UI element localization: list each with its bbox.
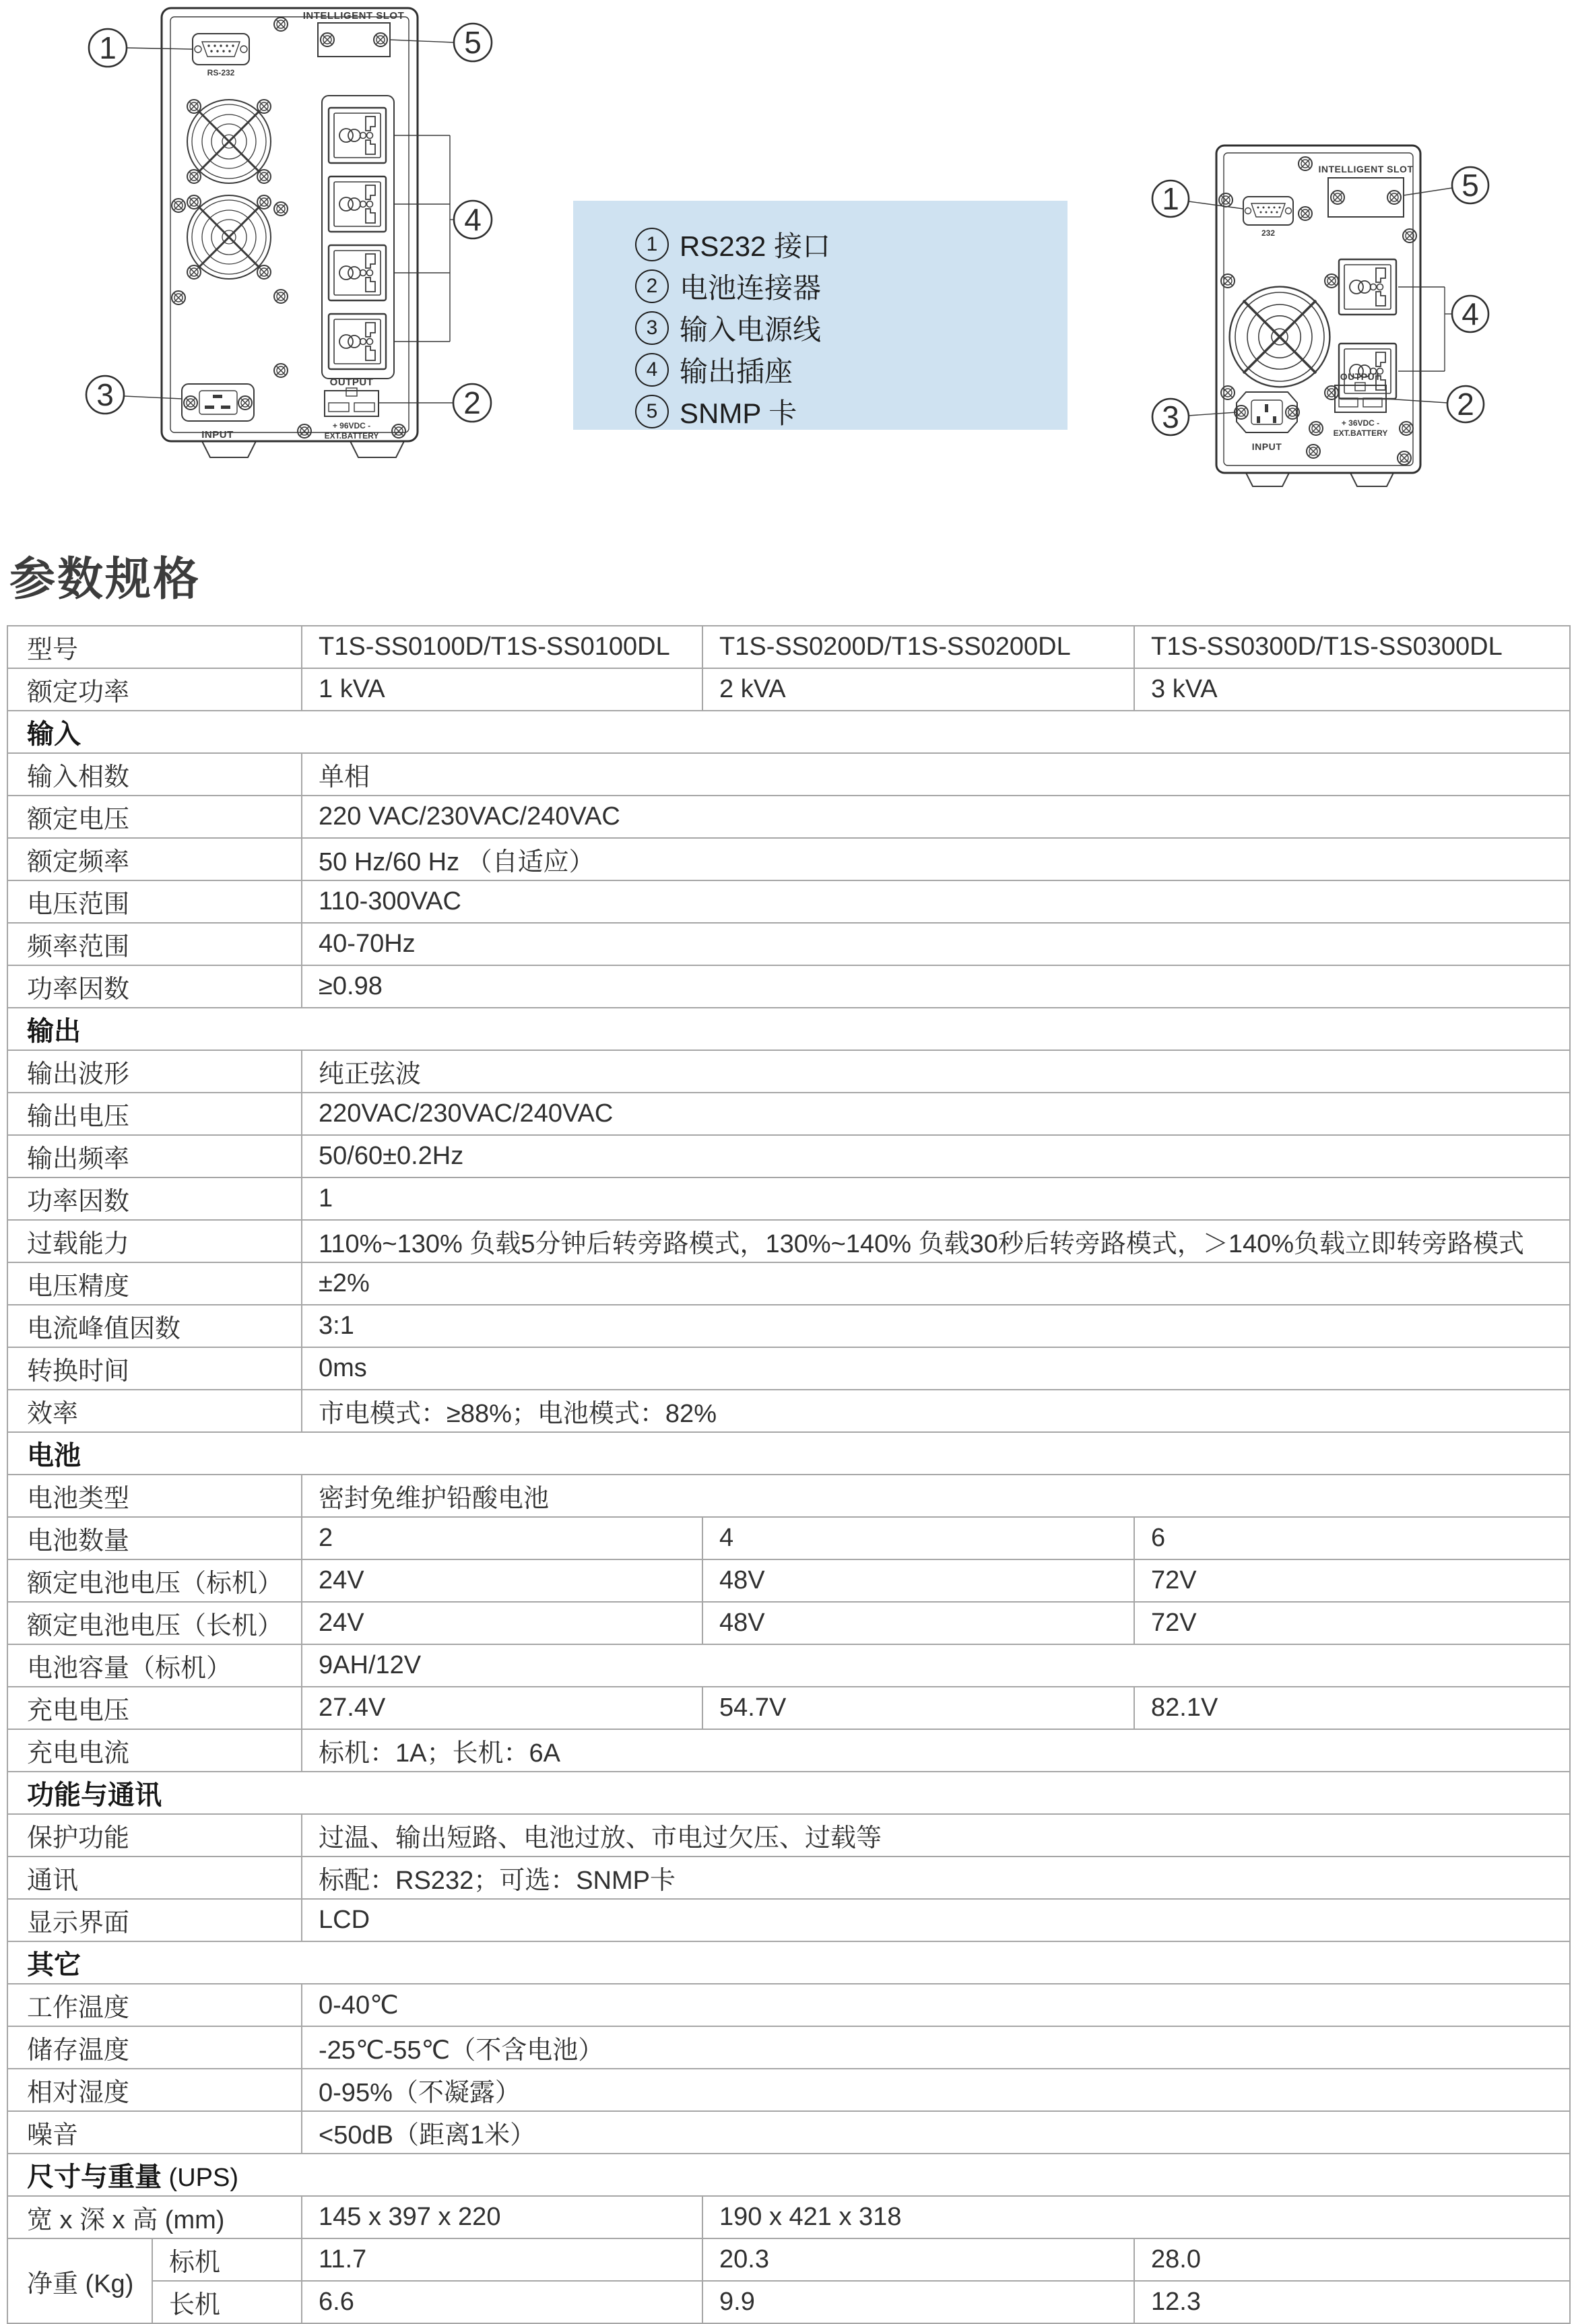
input-label: INPUT [201, 429, 234, 441]
table-row [7, 2281, 1570, 2323]
svg-text:3: 3 [96, 377, 114, 412]
table-cell-span: 标机：1A；长机：6A [302, 1729, 1570, 1772]
table-cell: 12.3 [1134, 2281, 1570, 2323]
table-row [7, 1347, 1570, 1390]
page-title: 参数规格 [9, 553, 201, 605]
panel-body [162, 8, 418, 441]
table-row [7, 965, 1570, 1008]
rs232-label: RS-232 [207, 68, 235, 77]
table-cell-span: 1 [302, 1177, 1570, 1220]
table-row [7, 1220, 1570, 1262]
circled-number-icon: 2 [635, 269, 669, 303]
section-label: 其它 [27, 1950, 81, 1980]
table-cell: 6.6 [302, 2281, 702, 2323]
table-cell-span: 密封免维护铅酸电池 [302, 1475, 1570, 1517]
spec-table [7, 625, 1571, 2324]
table-row [7, 1135, 1570, 1177]
row-label: 工作温度 [7, 1984, 302, 2026]
table-cell-span: 110-300VAC [302, 880, 1570, 923]
row-label: 显示界面 [7, 1899, 302, 1941]
table-cell: 6 [1134, 1517, 1570, 1559]
table-row [7, 753, 1570, 796]
rear-panel-diagram-small [1145, 135, 1576, 502]
table-cell-span: 50 Hz/60 Hz （自适应） [302, 838, 1570, 880]
section-label: 输出 [27, 1016, 81, 1046]
callout-4 [454, 201, 492, 238]
table-cell: T1S-SS0200D/T1S-SS0200DL [702, 626, 1134, 668]
table-cell-span: ≥0.98 [302, 965, 1570, 1008]
section-cell [7, 1008, 1570, 1050]
table-cell: 82.1V [1134, 1687, 1570, 1729]
table-row [7, 1390, 1570, 1432]
section-label: 电池 [27, 1441, 81, 1471]
row-label: 转换时间 [7, 1347, 302, 1390]
table-cell: 72V [1134, 1559, 1570, 1602]
table-cell: T1S-SS0300D/T1S-SS0300DL [1134, 626, 1570, 668]
table-cell-span: 3:1 [302, 1305, 1570, 1347]
table-cell-span: 市电模式：≥88%；电池模式：82% [302, 1390, 1570, 1432]
row-label: 过载能力 [7, 1220, 302, 1262]
svg-text:2: 2 [463, 385, 481, 420]
circled-number-icon: 3 [635, 311, 669, 345]
table-row [7, 1093, 1570, 1135]
section-label: 输入 [27, 719, 81, 749]
table-row [7, 1177, 1570, 1220]
table-cell: 54.7V [702, 1687, 1134, 1729]
table-cell-span: ±2% [302, 1262, 1570, 1305]
row-label: 保护功能 [7, 1814, 302, 1857]
table-row [7, 2111, 1570, 2154]
table-cell: 2 [302, 1517, 702, 1559]
legend-text: 电池连接器 [680, 272, 822, 304]
legend-list [573, 201, 1068, 432]
table-row [7, 1687, 1570, 1729]
section-cell [7, 1772, 1570, 1814]
table-row [7, 668, 1570, 711]
row-label: 电流峰值因数 [7, 1305, 302, 1347]
svg-text:4: 4 [1462, 296, 1479, 331]
row-label: 额定电池电压（标机） [7, 1559, 302, 1602]
foot-left [1246, 473, 1289, 486]
ext-battery-label: EXT.BATTERY [1333, 428, 1388, 438]
row-sub-label: 标机 [152, 2238, 302, 2281]
table-cell-span: 50/60±0.2Hz [302, 1135, 1570, 1177]
table-cell: 20.3 [702, 2238, 1134, 2281]
row-label: 功率因数 [7, 965, 302, 1008]
table-cell-span: 40-70Hz [302, 923, 1570, 965]
foot-right [350, 441, 404, 457]
table-cell: 1 kVA [302, 668, 702, 711]
table-row [7, 1475, 1570, 1517]
svg-text:4: 4 [464, 202, 482, 237]
table-cell: 24V [302, 1602, 702, 1644]
table-row [7, 1857, 1570, 1899]
row-label: 额定电池电压（长机） [7, 1602, 302, 1644]
table-row [7, 1814, 1570, 1857]
legend-item [635, 224, 1068, 265]
table-row [7, 1262, 1570, 1305]
table-cell: 48V [702, 1602, 1134, 1644]
table-row [7, 1729, 1570, 1772]
table-cell: 4 [702, 1517, 1134, 1559]
table-row [7, 838, 1570, 880]
table-cell-span: 9AH/12V [302, 1644, 1570, 1687]
row-label: 充电电流 [7, 1729, 302, 1772]
row-label: 电池类型 [7, 1475, 302, 1517]
table-row [7, 2026, 1570, 2069]
table-row [7, 1899, 1570, 1941]
row-label: 充电电压 [7, 1687, 302, 1729]
output-label: OUTPUT [1340, 371, 1381, 382]
svg-text:3: 3 [1162, 399, 1179, 434]
table-row [7, 1050, 1570, 1093]
table-cell-span: <50dB（距离1米） [302, 2111, 1570, 2154]
circled-number-icon: 1 [635, 228, 669, 261]
svg-text:5: 5 [1462, 168, 1479, 203]
table-cell-span: LCD [302, 1899, 1570, 1941]
table-cell-wide: 190 x 421 x 318 [702, 2196, 1570, 2238]
table-cell: 3 kVA [1134, 668, 1570, 711]
table-row [7, 1559, 1570, 1602]
row-label: 电池数量 [7, 1517, 302, 1559]
section-cell [7, 1941, 1570, 1984]
table-row [7, 923, 1570, 965]
section-label: 功能与通讯 [27, 1780, 162, 1810]
table-cell-span: 0-95%（不凝露） [302, 2069, 1570, 2111]
row-label: 功率因数 [7, 1177, 302, 1220]
row-label: 输出频率 [7, 1135, 302, 1177]
intelligent-slot-label: INTELLIGENT SLOT [302, 10, 405, 22]
table-cell: 72V [1134, 1602, 1570, 1644]
table-cell: 145 x 397 x 220 [302, 2196, 702, 2238]
legend-item [635, 349, 1068, 391]
table-row [7, 1517, 1570, 1559]
circled-number-icon: 5 [635, 395, 669, 428]
table-cell-span: 过温、输出短路、电池过放、市电过欠压、过载等 [302, 1814, 1570, 1857]
row-label: 输出波形 [7, 1050, 302, 1093]
legend-item [635, 265, 1068, 307]
battery-voltage-label: + 96VDC - [332, 421, 371, 430]
section-row [7, 2154, 1570, 2196]
row-label: 额定功率 [7, 668, 302, 711]
foot-right [1350, 473, 1393, 486]
legend-text: SNMP 卡 [680, 397, 797, 429]
legend-text: RS232 接口 [680, 230, 831, 262]
table-row [7, 1644, 1570, 1687]
table-cell: 48V [702, 1559, 1134, 1602]
row-label: 噪音 [7, 2111, 302, 2154]
svg-text:2: 2 [1457, 387, 1474, 422]
input-label: INPUT [1251, 441, 1282, 452]
table-row [7, 1984, 1570, 2026]
table-cell-span: 220 VAC/230VAC/240VAC [302, 796, 1570, 838]
table-cell-span: 110%~130% 负载5分钟后转旁路模式，130%~140% 负载30秒后转旁路模式，＞140%负载立即转旁路模式 [302, 1220, 1570, 1262]
row-label: 效率 [7, 1390, 302, 1432]
callout-4 [1452, 296, 1488, 332]
legend-text: 输入电源线 [680, 314, 822, 346]
section-label: 尺寸与重量 [27, 2162, 162, 2192]
battery-voltage-label: + 36VDC - [1341, 418, 1380, 428]
table-row [7, 2196, 1570, 2238]
table-row [7, 1305, 1570, 1347]
row-label: 频率范围 [7, 923, 302, 965]
legend-text: 输出插座 [680, 356, 793, 387]
row-label: 额定电压 [7, 796, 302, 838]
table-cell-span: 220VAC/230VAC/240VAC [302, 1093, 1570, 1135]
rear-panel-diagram-large [67, 7, 525, 472]
row-sub-label: 长机 [152, 2281, 302, 2323]
row-label: 通讯 [7, 1857, 302, 1899]
row-label: 额定频率 [7, 838, 302, 880]
row-label: 相对湿度 [7, 2069, 302, 2111]
row-label: 电压精度 [7, 1262, 302, 1305]
svg-text:1: 1 [1162, 181, 1179, 216]
table-row [7, 880, 1570, 923]
row-label: 型号 [7, 626, 302, 668]
section-row [7, 1772, 1570, 1814]
intelligent-slot-label: INTELLIGENT SLOT [1318, 164, 1414, 174]
section-row [7, 1432, 1570, 1475]
row-label: 电池容量（标机） [7, 1644, 302, 1687]
table-cell-span: 单相 [302, 753, 1570, 796]
svg-text:1: 1 [99, 30, 117, 65]
table-row [7, 1602, 1570, 1644]
table-cell: 27.4V [302, 1687, 702, 1729]
table-cell: 2 kVA [702, 668, 1134, 711]
section-suffix: (UPS) [162, 2164, 238, 2192]
output-label: OUTPUT [329, 377, 374, 388]
row-label: 输出电压 [7, 1093, 302, 1135]
spec-table-wrap [7, 625, 1569, 2324]
section-row [7, 1008, 1570, 1050]
table-row [7, 626, 1570, 668]
row-label: 宽 x 深 x 高 (mm) [7, 2196, 302, 2238]
section-row [7, 1941, 1570, 1984]
row-label: 储存温度 [7, 2026, 302, 2069]
section-cell [7, 1432, 1570, 1475]
section-row [7, 711, 1570, 753]
table-cell: 9.9 [702, 2281, 1134, 2323]
table-cell-span: -25℃-55℃（不含电池） [302, 2026, 1570, 2069]
table-cell-span: 0-40℃ [302, 1984, 1570, 2026]
rs232-label: 232 [1261, 228, 1276, 238]
table-cell: 11.7 [302, 2238, 702, 2281]
section-cell [7, 711, 1570, 753]
table-cell-span: 纯正弦波 [302, 1050, 1570, 1093]
section-cell [7, 2154, 1570, 2196]
table-row [7, 2069, 1570, 2111]
ext-battery-label: EXT.BATTERY [324, 431, 379, 441]
table-row [7, 2238, 1570, 2281]
table-cell-span: 0ms [302, 1347, 1570, 1390]
foot-left [202, 441, 256, 457]
circled-number-icon: 4 [635, 353, 669, 387]
table-cell: 24V [302, 1559, 702, 1602]
row-group-label: 净重 (Kg) [7, 2238, 152, 2323]
row-label: 电压范围 [7, 880, 302, 923]
table-cell: 28.0 [1134, 2238, 1570, 2281]
table-row [7, 796, 1570, 838]
row-label: 输入相数 [7, 753, 302, 796]
legend-box [573, 201, 1068, 430]
svg-text:5: 5 [464, 25, 482, 60]
table-cell-span: 标配：RS232；可选：SNMP卡 [302, 1857, 1570, 1899]
legend-item [635, 307, 1068, 349]
legend-item [635, 391, 1068, 432]
table-cell: T1S-SS0100D/T1S-SS0100DL [302, 626, 702, 668]
